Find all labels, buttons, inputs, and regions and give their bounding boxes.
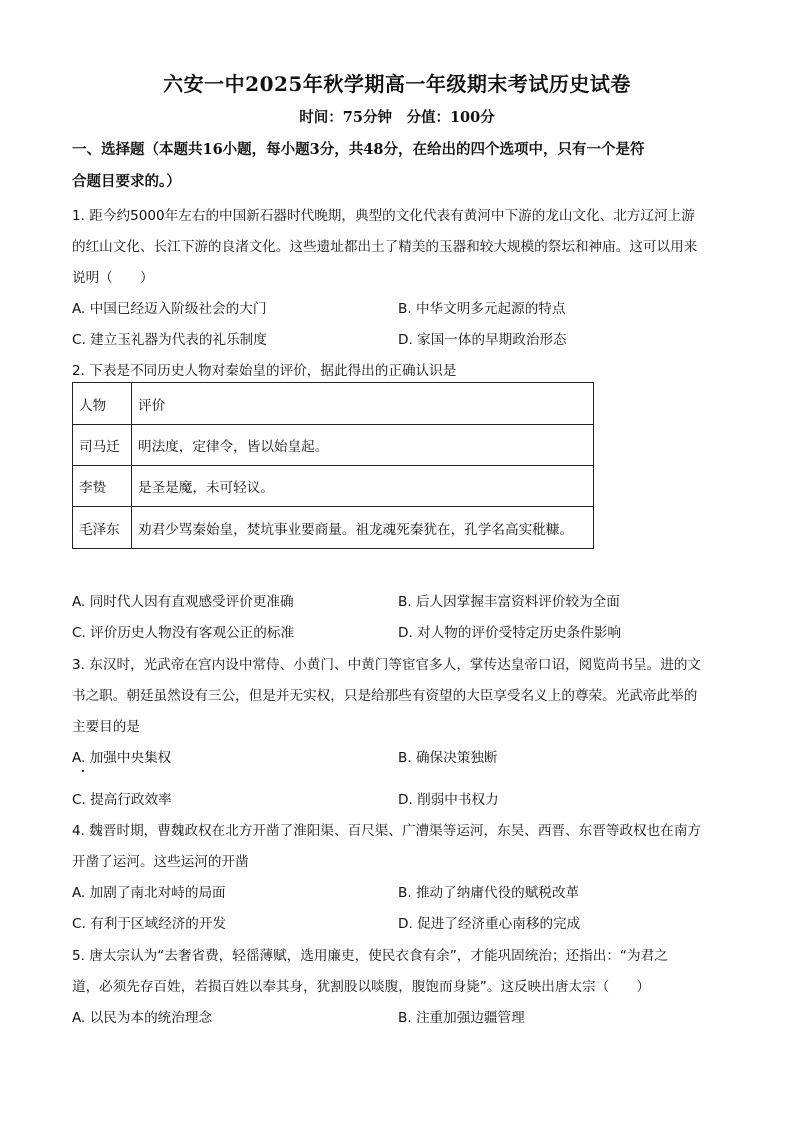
question-3-option-b[interactable]: B. 确保决策独断 [398, 750, 498, 766]
question-3-option-a[interactable]: A. 加强中央集权 [72, 750, 172, 766]
question-4-text-line-1: 4. 魏晋时期，曹魏政权在北方开凿了淮阳渠、百尺渠、广漕渠等运河，东吴、西晋、东晋等政权也在南方 [72, 823, 702, 839]
table-header-person: 人物 [73, 383, 132, 425]
question-4-option-a[interactable]: A. 加剧了南北对峙的局面 [72, 885, 226, 901]
exam-time-score: 时间：75分钟 分值：100分 [299, 109, 495, 126]
question-1-text-line-1: 1. 距今约5000年左右的中国新石器时代晚期，典型的文化代表有黄河中下游的龙山文化、北方辽河上游 [72, 208, 695, 224]
table-cell-person: 司马迁 [73, 425, 132, 466]
table-row [73, 507, 594, 549]
section-heading-line-1: 一、选择题（本题共16小题，每小题3分，共48分，在给出的四个选项中，只有一个是符 [72, 141, 645, 158]
question-3-option-d[interactable]: D. 削弱中书权力 [398, 792, 499, 808]
question-2-option-b[interactable]: B. 后人因掌握丰富资料评价较为全面 [398, 594, 620, 610]
question-4-text-line-2: 开凿了运河。这些运河的开凿 [72, 854, 249, 870]
table-cell-person: 李贽 [73, 466, 132, 507]
evaluation-table [72, 382, 594, 549]
question-1-option-c[interactable]: C. 建立玉礼器为代表的礼乐制度 [72, 332, 267, 348]
section-heading-line-2: 合题目要求的。） [72, 173, 181, 190]
question-4-option-c[interactable]: C. 有利于区域经济的开发 [72, 916, 227, 932]
table-header-row [73, 383, 594, 425]
table-row [73, 466, 594, 507]
question-4-option-d[interactable]: D. 促进了经济重心南移的完成 [398, 916, 581, 932]
question-5-text-line-1: 5. 唐太宗认为“去奢省费，轻徭薄赋，选用廉吏，使民衣食有余”，才能巩固统治；还指出：“为君之 [72, 948, 668, 964]
table-row [73, 425, 594, 466]
question-3-text-line-3: 主要目的是 [72, 719, 140, 735]
question-5-option-a[interactable]: A. 以民为本的统治理念 [72, 1010, 213, 1026]
question-1-text-line-2: 的红山文化、长江下游的良渚文化。这些遗址都出土了精美的玉器和较大规模的祭坛和神庙。这可以用来 [72, 239, 698, 255]
question-1-option-b[interactable]: B. 中华文明多元起源的特点 [398, 301, 566, 317]
question-2-text-line-1: 2. 下表是不同历史人物对秦始皇的评价，据此得出的正确认识是 [72, 363, 457, 379]
table-cell-evaluation: 是圣是魔，未可轻议。 [132, 466, 594, 507]
question-3-option-c[interactable]: C. 提高行政效率 [72, 792, 172, 808]
question-1-option-d[interactable]: D. 家国一体的早期政治形态 [398, 332, 567, 348]
table-header-evaluation: 评价 [132, 383, 594, 425]
question-1-option-a[interactable]: A. 中国已经迈入阶级社会的大门 [72, 301, 267, 317]
question-5-option-b[interactable]: B. 注重加强边疆管理 [398, 1010, 525, 1026]
table-cell-person: 毛泽东 [73, 507, 132, 549]
stray-dot-mark [82, 770, 84, 772]
question-2-option-d[interactable]: D. 对人物的评价受特定历史条件影响 [398, 625, 622, 641]
table-cell-evaluation: 劝君少骂秦始皇，焚坑事业要商量。祖龙魂死秦犹在，孔学名高实秕糠。 [132, 507, 594, 549]
question-5-text-line-2: 道，必须先存百姓，若损百姓以奉其身，犹割股以啖腹，腹饱而身毙”。这反映出唐太宗（ ） [72, 979, 650, 995]
exam-title: 六安一中2025年秋学期高一年级期末考试历史试卷 [163, 72, 631, 96]
question-3-text-line-2: 书之职。朝廷虽然设有三公，但是并无实权，只是给那些有资望的大臣享受名义上的尊荣。光武帝此举的 [72, 688, 698, 704]
question-3-text-line-1: 3. 东汉时，光武帝在宫内设中常侍、小黄门、中黄门等宦官多人，掌传达皇帝口诏，阅览尚书呈。进的文 [72, 657, 702, 673]
question-1-text-line-3: 说明（ ） [72, 270, 154, 286]
question-4-option-b[interactable]: B. 推动了纳庸代役的赋税改革 [398, 885, 580, 901]
table-cell-evaluation: 明法度，定律令，皆以始皇起。 [132, 425, 594, 466]
question-2-option-c[interactable]: C. 评价历史人物没有客观公正的标准 [72, 625, 295, 641]
question-2-option-a[interactable]: A. 同时代人因有直观感受评价更准确 [72, 594, 294, 610]
